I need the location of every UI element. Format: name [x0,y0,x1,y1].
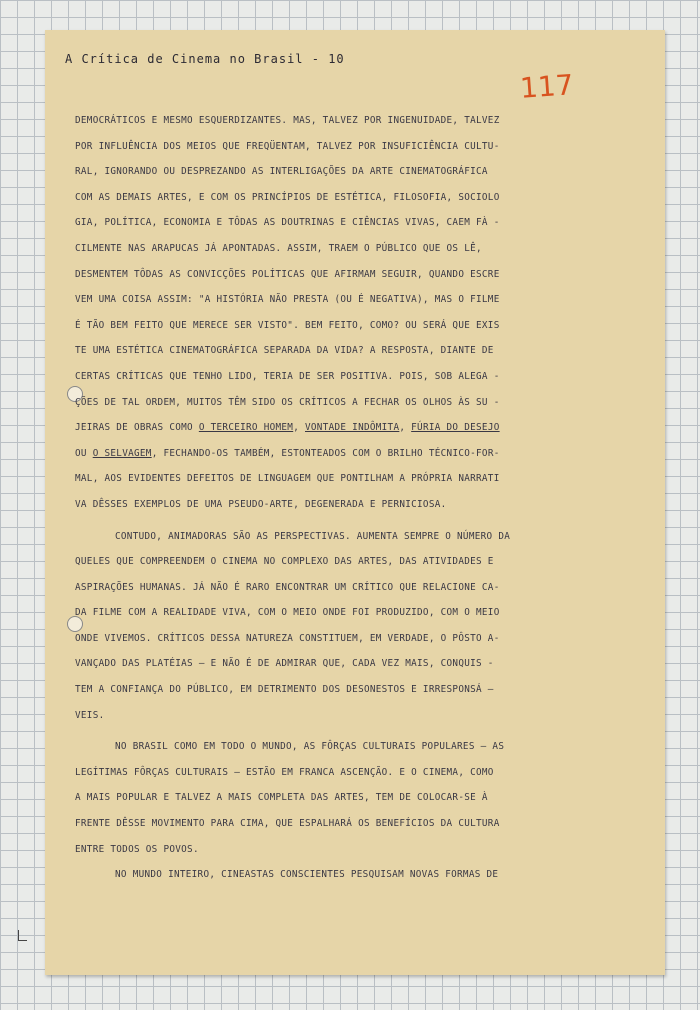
text-line: ENTRE TODOS OS POVOS. [75,843,199,855]
text-line: DEMOCRÁTICOS E MESMO ESQUERDIZANTES. MAS, TALVEZ POR INGENUIDADE, TALVEZ [75,115,500,126]
text-fragment: , FECHANDO-OS TAMBÉM, ESTONTEADOS COM O BRILHO TÉCNICO-FOR- [151,447,500,459]
text-line: CILMENTE NAS ARAPUCAS JÁ APONTADAS. ASSIM, TRAEM O PÚBLICO QUE OS LÊ, [75,242,482,254]
document-body [75,108,623,888]
text-line: TE UMA ESTÉTICA CINEMATOGRÁFICA SEPARADA DA VIDA? A RESPOSTA, DIANTE DE [75,345,494,357]
pencil-mark-icon [18,930,27,941]
text-line: RAL, IGNORANDO OU DESPREZANDO AS INTERLIGAÇÕES DA ARTE CINEMATOGRÁFICA [75,166,488,178]
text-fragment: JEIRAS DE OBRAS COMO [75,422,199,434]
text-fragment: , [293,422,305,434]
text-line: GIA, POLÍTICA, ECONOMIA E TÔDAS AS DOUTRINAS E CIÊNCIAS VIVAS, CAEM FÀ - [75,217,500,229]
text-line: DESMENTEM TÔDAS AS CONVICÇÕES POLÍTICAS QUE AFIRMAM SEGUIR, QUANDO ESCRE [75,268,500,280]
text-line: VANÇADO DAS PLATÉIAS — E NÃO É DE ADMIRAR QUE, CADA VEZ MAIS, CONQUIS - [75,658,494,670]
paragraph-start: NO MUNDO INTEIRO, CINEASTAS CONSCIENTES PESQUISAM NOVAS FORMAS DE [115,869,499,881]
text-line: QUELES QUE COMPREENDEM O CINEMA NO COMPLEXO DAS ARTES, DAS ATIVIDADES E [75,556,494,568]
text-line: A MAIS POPULAR E TALVEZ A MAIS COMPLETA DAS ARTES, TEM DE COLOCAR-SE À [75,792,488,804]
text-line: É TÃO BEM FEITO QUE MERECE SER VISTO". BEM FEITO, COMO? OU SERÁ QUE EXIS [75,319,500,331]
text-line: LEGÍTIMAS FÔRÇAS CULTURAIS — ESTÃO EM FRANCA ASCENÇÃO. E O CINEMA, COMO [75,766,494,778]
text-fragment: , [399,422,412,434]
page-header: A Crítica de Cinema no Brasil - 10 [65,52,345,66]
text-line-films [75,441,623,467]
text-line-films [75,415,623,441]
text-line: COM AS DEMAIS ARTES, E COM OS PRINCÍPIOS DE ESTÉTICA, FILOSOFIA, SOCIOLO [75,191,500,203]
film-title: FÚRIA DO DESEJO [411,422,500,434]
text-line: ASPIRAÇÕES HUMANAS. JÁ NÃO É RARO ENCONTRAR UM CRÍTICO QUE RELACIONE CA- [75,581,500,593]
text-fragment: OU [75,447,93,459]
text-line: CERTAS CRÍTICAS QUE TENHO LIDO, TERIA DE SER POSITIVA. POIS, SOB ALEGA - [75,370,500,382]
text-line: VEIS. [75,709,105,721]
handwritten-page-number: 117 [518,68,575,105]
text-line: ONDE VIVEMOS. CRÍTICOS DESSA NATUREZA CONSTITUEM, EM VERDADE, O PÔSTO A- [75,632,500,644]
text-line: VEM UMA COISA ASSIM: "A HISTÓRIA NÃO PRESTA (OU É NEGATIVA), MAS O FILME [75,294,500,306]
text-line: VA DÊSSES EXEMPLOS DE UMA PSEUDO-ARTE, DEGENERADA E PERNICIOSA. [75,498,447,510]
text-line: POR INFLUÊNCIA DOS MEIOS QUE FREQÜENTAM, TALVEZ POR INSUFICIÊNCIA CULTU- [75,140,500,152]
paragraph-start: NO BRASIL COMO EM TODO O MUNDO, AS FÔRÇAS CULTURAIS POPULARES — AS [115,741,505,753]
typewritten-page [45,30,665,975]
paragraph-start: CONTUDO, ANIMADORAS SÃO AS PERSPECTIVAS. AUMENTA SEMPRE O NÚMERO DA [115,530,511,542]
film-title: O SELVAGEM [92,447,152,459]
film-title: O TERCEIRO HOMEM [198,422,294,434]
text-line: FRENTE DÊSSE MOVIMENTO PARA CIMA, QUE ESPALHARÁ OS BENEFÍCIOS DA CULTURA [75,818,500,830]
text-line: DA FILME COM A REALIDADE VIVA, COM O MEIO ONDE FOI PRODUZIDO, COM O MEIO [75,607,500,619]
text-line: TEM A CONFIANÇA DO PÚBLICO, EM DETRIMENTO DOS DESONESTOS E IRRESPONSÁ — [75,684,494,696]
text-line: ÇÕES DE TAL ORDEM, MUITOS TÊM SIDO OS CRÍTICOS A FECHAR OS OLHOS ÀS SU - [75,396,500,408]
film-title: VONTADE INDÔMITA [305,422,400,434]
text-line: MAL, AOS EVIDENTES DEFEITOS DE LINGUAGEM QUE PONTILHAM A PRÓPRIA NARRATI [75,473,500,485]
